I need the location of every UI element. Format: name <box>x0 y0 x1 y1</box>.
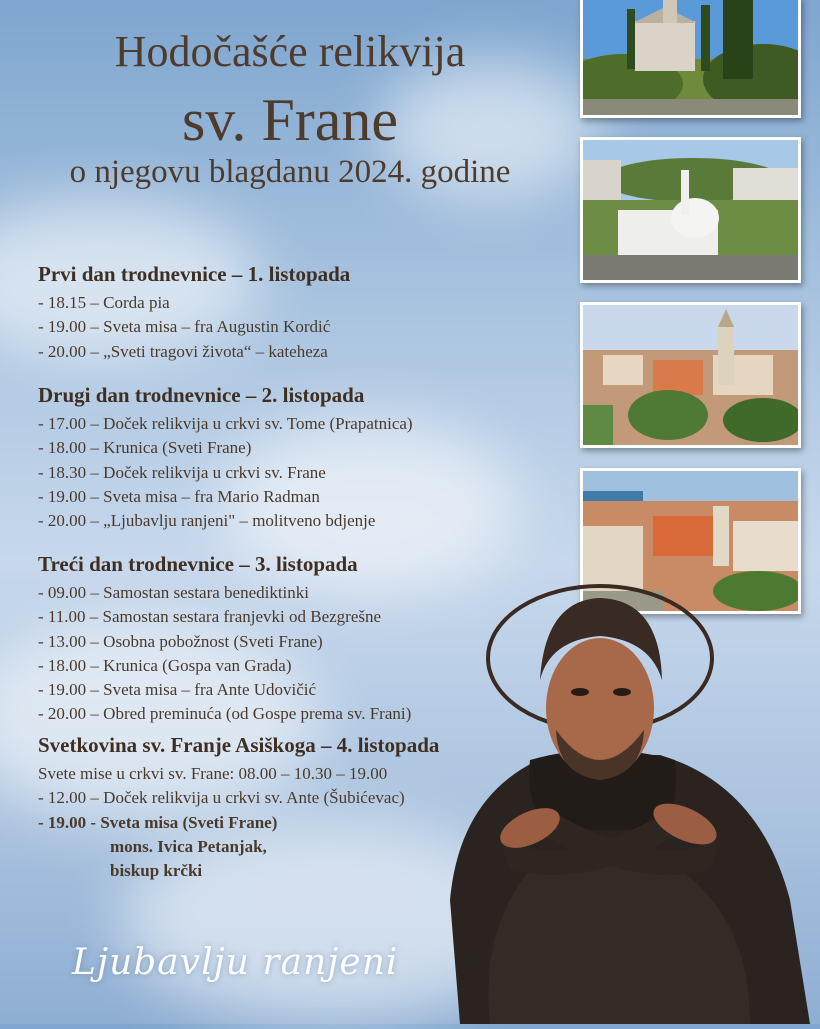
schedule-item: - 13.00 – Osobna pobožnost (Sveti Frane) <box>38 631 323 651</box>
schedule-item: Svete mise u crkvi sv. Frane: 08.00 – 10.30 – 19.00 <box>38 764 388 783</box>
day-3-heading: Treći dan trodnevnice – 3. listopada <box>38 552 358 576</box>
day-1-heading: Prvi dan trodnevnice – 1. listopada <box>38 262 351 286</box>
schedule-item: - 11.00 – Samostan sestara franjevki od Bezgrešne <box>38 607 382 627</box>
day-1-section <box>38 262 350 364</box>
photo-hill-church <box>580 0 801 118</box>
schedule-item-main-mass: - 19.00 - Sveta misa (Sveti Frane) <box>38 812 278 832</box>
photo-old-town <box>580 302 801 448</box>
schedule-item: - 18.00 – Krunica (Gospa van Grada) <box>38 655 292 675</box>
schedule-item: - 20.00 – Obred preminuća (od Gospe prema sv. Frani) <box>38 704 412 724</box>
schedule-item: - 19.00 – Sveta misa – fra Augustin Kordić <box>38 317 331 337</box>
title-line-2: sv. Frane <box>181 87 399 153</box>
photo-modern-church <box>580 137 801 283</box>
signature-ljubavlju-ranjeni: Ljubavlju ranjeni <box>72 942 399 983</box>
schedule-item: - 18.30 – Doček relikvija u crkvi sv. Frane <box>38 462 326 482</box>
schedule-item: - 19.00 – Sveta misa – fra Ante Udovičić <box>38 680 317 700</box>
feast-heading: Svetkovina sv. Franje Asiškoga – 4. listopada <box>38 733 440 757</box>
schedule-item: - 20.00 – „Sveti tragovi života“ – kateheza <box>38 341 328 361</box>
day-2-heading: Drugi dan trodnevnice – 2. listopada <box>38 383 365 407</box>
schedule-item: - 12.00 – Doček relikvija u crkvi sv. Ante (Šubićevac) <box>38 788 405 808</box>
title-line-1: Hodočašće relikvija <box>114 27 466 76</box>
schedule-item: - 18.15 – Corda pia <box>38 293 170 312</box>
celebrant-title: biskup krčki <box>110 861 203 881</box>
day-3-section <box>38 552 411 727</box>
schedule-item: - 18.00 – Krunica (Sveti Frane) <box>38 438 252 458</box>
schedule-item: - 09.00 – Samostan sestara benediktinki <box>38 583 310 602</box>
schedule-item: - 17.00 – Doček relikvija u crkvi sv. Tome (Prapatnica) <box>38 414 413 433</box>
title-line-3: o njegovu blagdanu 2024. godine <box>69 154 511 190</box>
day-2-section <box>38 383 413 533</box>
schedule-item: - 19.00 – Sveta misa – fra Mario Radman <box>38 486 320 506</box>
celebrant-name: mons. Ivica Petanjak, <box>110 836 267 856</box>
feast-section <box>38 733 439 883</box>
saint-francis-statue <box>420 570 820 1024</box>
schedule-item: - 20.00 – „Ljubavlju ranjeni" – molitveno bdjenje <box>38 511 376 531</box>
